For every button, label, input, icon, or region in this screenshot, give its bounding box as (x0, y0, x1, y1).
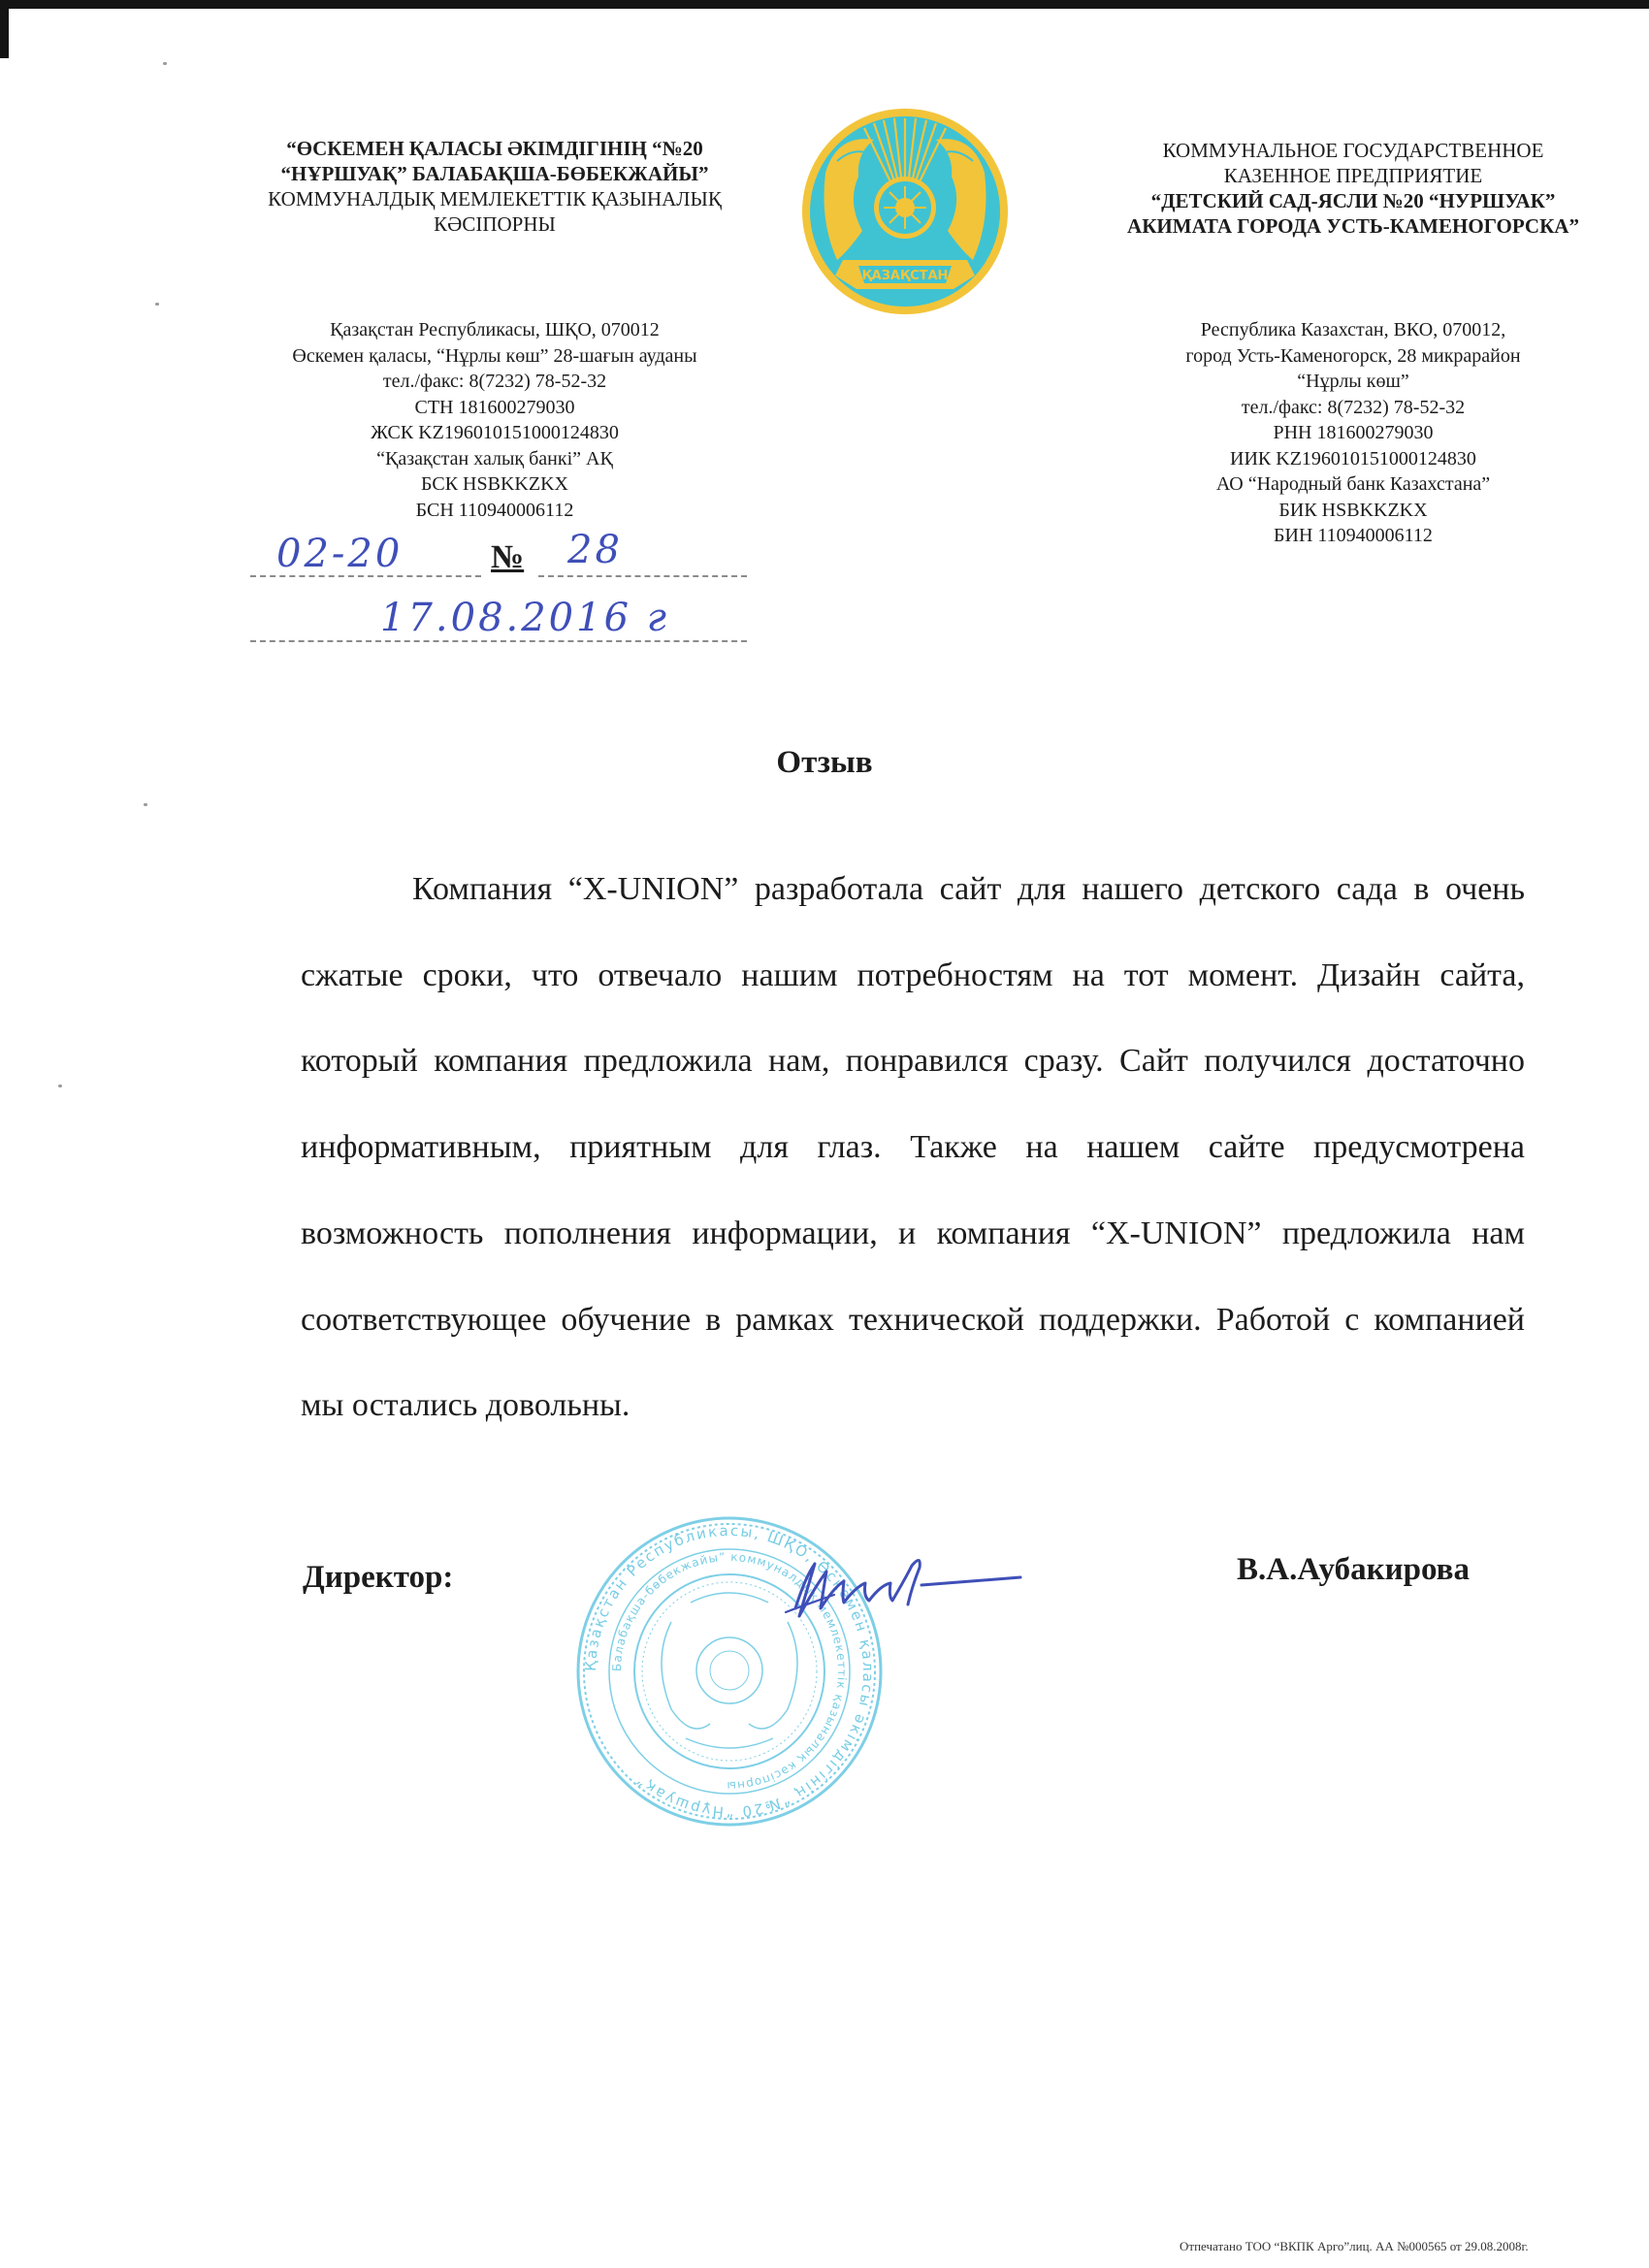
signer-position: Директор: (303, 1560, 454, 1595)
letterhead-left-title-line: “НҰРШУАҚ” БАЛАБАҚША-БӨБЕКЖАЙЫ” (280, 162, 709, 185)
letterhead-right-title-line: АКИМАТА ГОРОДА УСТЬ-КАМЕНОГОРСКА” (1127, 214, 1579, 238)
address-line: БСК HSBKKZKX (421, 473, 568, 495)
address-line: БСН 110940006112 (415, 499, 574, 521)
kazakhstan-emblem-icon (798, 105, 1012, 318)
address-block-left (204, 317, 786, 523)
number-sign: № (491, 539, 525, 575)
scan-speck (155, 303, 159, 306)
letterhead-left (204, 136, 786, 237)
address-line: город Усть-Каменогорск, 28 микрарайон (1185, 344, 1521, 367)
address-line: тел./факс: 8(7232) 78-52-32 (382, 371, 607, 392)
address-line: ЖСК KZ196010151000124830 (371, 422, 619, 443)
letterhead-right-title-line: “ДЕТСКИЙ САД-ЯСЛИ №20 “НУРШУАК” (1150, 189, 1556, 212)
registration-number-line (538, 575, 747, 577)
address-line: тел./факс: 8(7232) 78-52-32 (1241, 396, 1466, 418)
stamp-inner-text: Балабақша-бөбекжайы” коммуналдық мемлекеттік қазыналық кәсіпорны (609, 1549, 850, 1794)
address-line: СТН 181600279030 (414, 396, 575, 418)
address-line: АО “Народный банк Казахстана” (1215, 473, 1491, 495)
document-title: Отзыв (776, 745, 873, 780)
printer-note: Отпечатано ТОО “ВКПК Арго”лиц. АА №000565 от 29.08.2008г. (1180, 2239, 1529, 2253)
address-line: “Нұрлы көш” (1297, 371, 1409, 392)
address-line: Республика Казахстан, ВКО, 070012, (1200, 319, 1506, 340)
letterhead-right-subtitle-line: КОММУНАЛЬНОЕ ГОСУДАРСТВЕННОЕ (1162, 139, 1544, 162)
address-line: БИН 110940006112 (1274, 525, 1433, 546)
address-line: БИК HSBKKZKX (1278, 499, 1428, 521)
scan-speck (163, 62, 167, 65)
address-line: ИИК KZ196010151000124830 (1230, 447, 1476, 470)
address-block-right (1062, 317, 1644, 549)
registration-index-handwritten: 02-20 (276, 532, 404, 576)
letterhead-left-subtitle-line: КӘСІПОРНЫ (434, 212, 556, 236)
scan-speck (58, 1085, 62, 1087)
letterhead-right (1062, 138, 1644, 239)
registration-date-line (250, 640, 747, 642)
document-body (301, 847, 1525, 1449)
scan-border-left (0, 0, 9, 58)
scan-border-top (0, 0, 1649, 9)
letterhead-left-title-line: “ӨСКЕМЕН ҚАЛАСЫ ӘКІМДІГІНІҢ “№20 (286, 137, 703, 160)
stamp-outer-text: Қазақстан Республикасы, ШҚО, Өскемен қаласы әкімдігінің “№20 “Нұршуақ” (581, 1521, 878, 1822)
letterhead-right-subtitle-line: КАЗЕННОЕ ПРЕДПРИЯТИЕ (1223, 164, 1483, 187)
signer-name: В.А.Аубакирова (1237, 1552, 1470, 1587)
letterhead-left-subtitle-line: КОММУНАЛДЫҚ МЕМЛЕКЕТТІК ҚАЗЫНАЛЫҚ (268, 187, 722, 211)
address-line: Қазақстан Республикасы, ШҚО, 070012 (330, 319, 660, 340)
registration-number-handwritten: 28 (567, 528, 623, 572)
handwritten-signature-icon (776, 1548, 1028, 1626)
address-line: Өскемен қаласы, “Нұрлы көш” 28-шағын ауданы (292, 344, 697, 367)
scan-speck (144, 803, 147, 806)
body-text: Компания “X-UNION” разработала сайт для нашего детского сада в очень сжатые сроки, что отвечало нашим потребностям на тот момент. Дизайн сайта, который компания предложила нам, понравился сразу. Сайт получился достаточно информативным, приятным для глаз. Также на нашем сайте предусмотрена возможность пополнения информации, и компания “X-UNION” предложила нам соответствующее обучение в рамках технической поддержки. Работой с компанией мы остались довольны. (301, 871, 1525, 1424)
address-line: “Қазақстан халық банкі” АҚ (376, 447, 613, 470)
emblem-label: ҚАЗАҚСТАН (861, 269, 949, 283)
registration-date-handwritten: 17.08.2016 г (380, 596, 669, 640)
address-line: РНН 181600279030 (1273, 422, 1434, 443)
